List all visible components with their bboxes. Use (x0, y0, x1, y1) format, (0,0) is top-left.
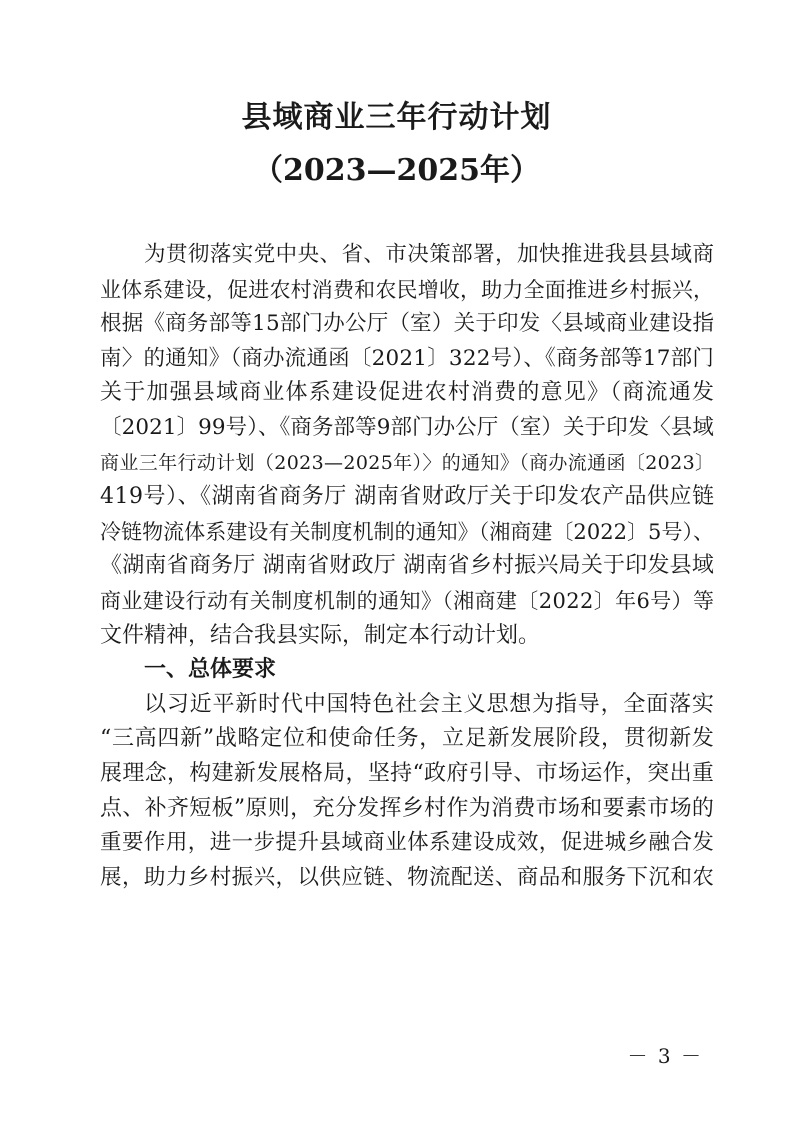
page-number: － 3 － (627, 1044, 703, 1068)
paragraph-line: 展，助力乡村振兴，以供应链、物流配送、商品和服务下沉和农 (100, 864, 715, 890)
document-body (100, 238, 714, 895)
paragraph-line: 以习近平新时代中国特色社会主义思想为指导，全面落实 (144, 691, 715, 717)
paragraph-line: 展理念，构建新发展格局，坚持“政府引导、市场运作，突出重 (100, 760, 715, 786)
paragraph-line: 为贯彻落实党中央、省、市决策部署，加快推进我县县域商 (144, 242, 715, 267)
paragraph-line: 重要作用，进一步提升县域商业体系建设成效，促进城乡融合发 (100, 830, 715, 856)
paragraph-line: 南〉的通知》（商办流通函〔2021〕322号）、《商务部等17部门 (100, 345, 715, 371)
paragraph-line: “三高四新”战略定位和使命任务，立足新发展阶段，贯彻新发 (100, 726, 715, 752)
paragraph-line: 商业三年行动计划（2023—2025年）〉的通知》（商办流通函〔2023〕 (100, 451, 715, 474)
paragraph-line: 文件精神，结合我县实际，制定本行动计划。 (100, 622, 541, 648)
paragraph-line: 点、补齐短板”原则，充分发挥乡村作为消费市场和要素市场的 (100, 795, 715, 821)
paragraph-line: 根据《商务部等15部门办公厅（室）关于印发〈县域商业建设指 (100, 311, 715, 337)
paragraph-line: 冷链物流体系建设有关制度机制的通知》（湘商建〔2022〕5号）、 (100, 519, 715, 544)
paragraph-line: 商业建设行动有关制度机制的通知》（湘商建〔2022〕年6号）等 (100, 588, 715, 613)
paragraph-line: 关于加强县域商业体系建设促进农村消费的意见》（商流通发 (100, 380, 716, 406)
section-heading: 一、总体要求 (144, 657, 277, 683)
document-subtitle: （2023—2025年） (253, 153, 540, 188)
document-title: 县域商业三年行动计划 (241, 100, 552, 135)
paragraph-line: 《湖南省商务厅 湖南省财政厅 湖南省乡村振兴局关于印发县域 (100, 553, 715, 579)
paragraph-line: 业体系建设，促进农村消费和农民增收，助力全面推进乡村振兴， (100, 277, 715, 302)
paragraph-line: 419号）、《湖南省商务厅 湖南省财政厅关于印发农产品供应链 (100, 484, 715, 510)
paragraph-line: 〔2021〕99号）、《商务部等9部门办公厅（室）关于印发〈县域 (100, 414, 714, 440)
